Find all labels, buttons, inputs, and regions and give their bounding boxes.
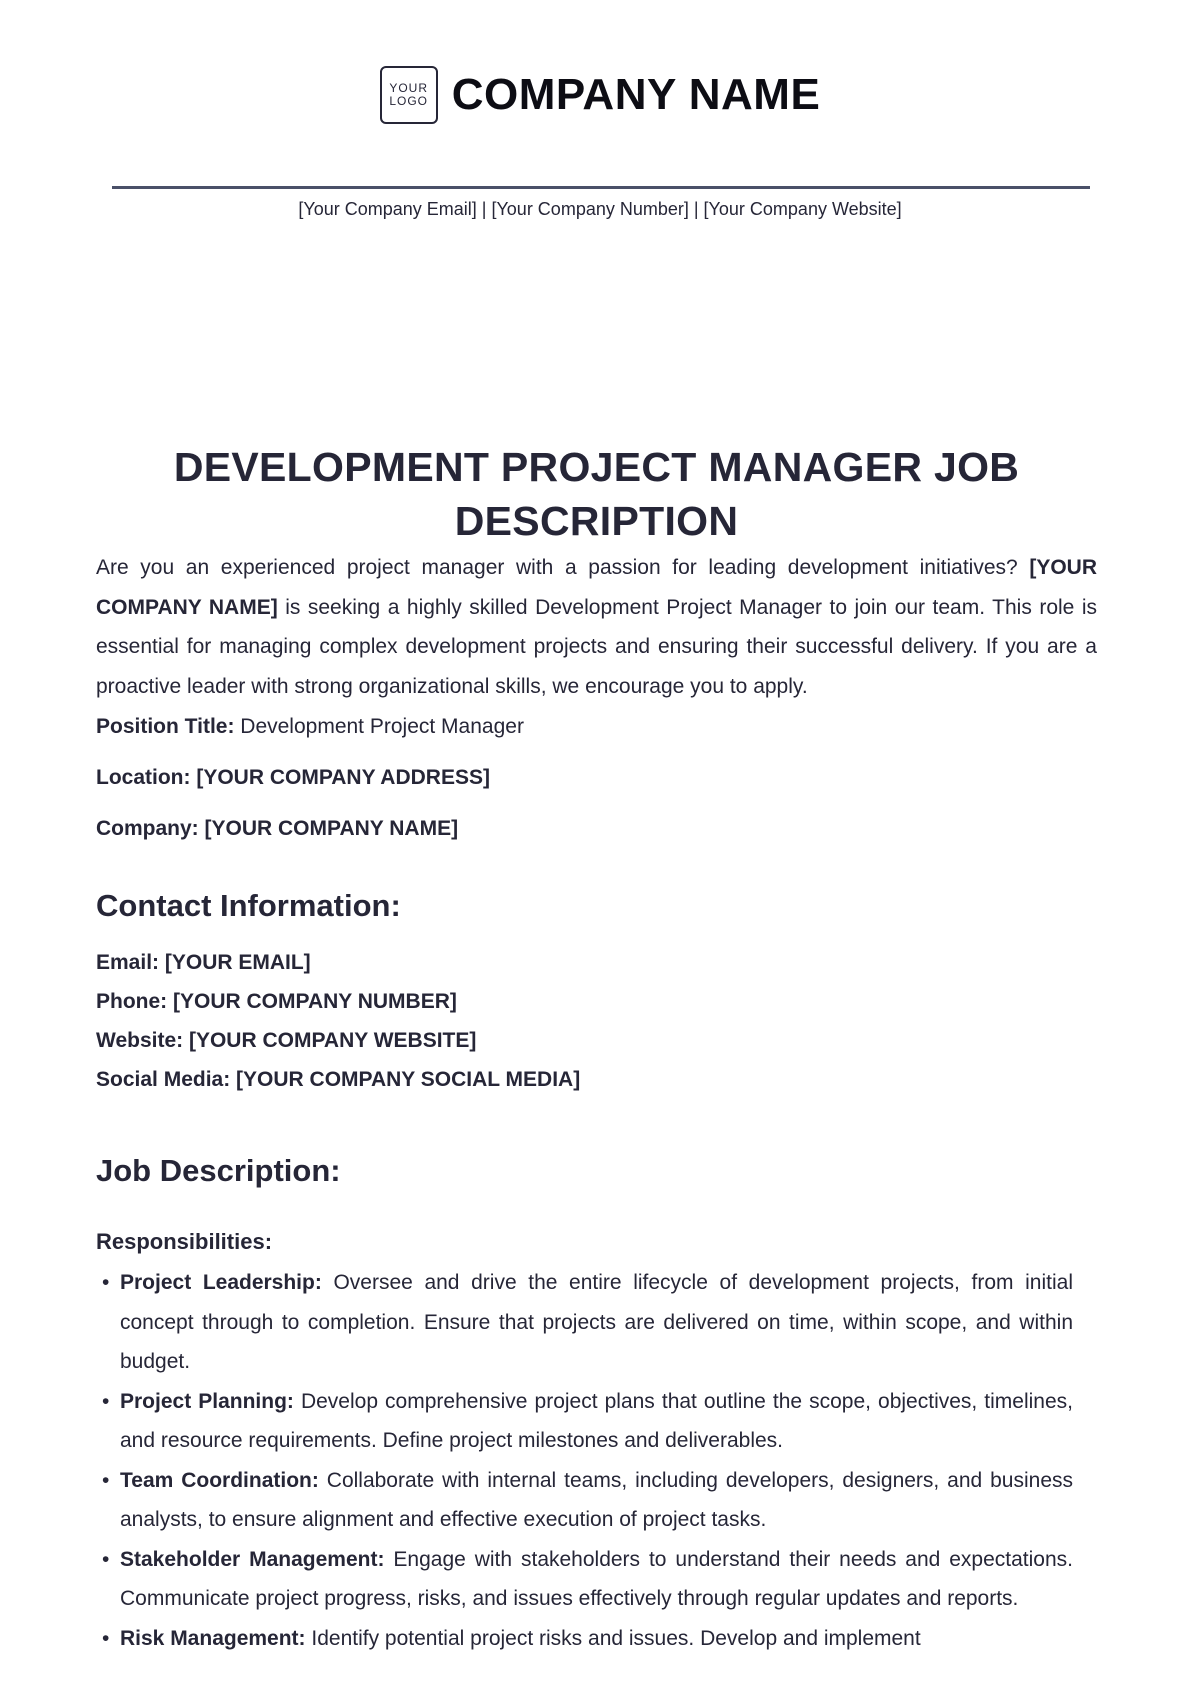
list-item — [96, 1461, 1073, 1540]
header-contact-line: [Your Company Email] | [Your Company Number] | [Your Company Website] — [298, 199, 902, 219]
list-item-label: Stakeholder Management: — [120, 1547, 385, 1571]
contact-phone: Phone: [YOUR COMPANY NUMBER] — [96, 990, 457, 1013]
contact-email: Email: [YOUR EMAIL] — [96, 951, 311, 974]
intro-company-placeholder: [YOUR COMPANY NAME] — [96, 556, 1097, 619]
list-item-text: Engage with stakeholders to understand their needs and expectations. Communicate project progress, risks, and issues effectively through regular updates and reports. — [120, 1547, 1073, 1610]
list-item — [96, 1540, 1073, 1619]
job-description-heading: Job Description: — [96, 1153, 341, 1188]
company-name: COMPANY NAME — [451, 70, 821, 119]
list-item-text: Develop comprehensive project plans that outline the scope, objectives, timelines, and resource requirements. Define project milestones and deliverables. — [120, 1389, 1073, 1452]
intro-text-part2: is seeking a highly skilled Development Project Manager to join our team. This role is essential for managing complex development projects and ensuring their successful delivery. If you are a proactive leader with strong organizational skills, we encourage you to apply. — [96, 595, 1097, 698]
responsibilities-heading: Responsibilities: — [96, 1229, 273, 1254]
header-divider — [112, 186, 1090, 189]
bullet-icon: • — [102, 1468, 110, 1492]
intro-text-part1: Are you an experienced project manager with a passion for leading development initiatives? — [96, 556, 1030, 579]
document-title: DEVELOPMENT PROJECT MANAGER JOB DESCRIPTION — [173, 444, 1020, 544]
contact-information-heading: Contact Information: — [96, 888, 401, 923]
document-body — [96, 440, 1097, 1658]
list-item-text: Oversee and drive the entire lifecycle of development projects, from initial concept through to completion. Ensure that projects are delivered on time, within scope, and within budget. — [120, 1271, 1073, 1373]
position-title-label: Position Title: — [96, 715, 235, 738]
list-item-label: Project Leadership: — [120, 1271, 322, 1294]
list-item-label: Team Coordination: — [120, 1468, 319, 1492]
contact-social-media: Social Media: [YOUR COMPANY SOCIAL MEDIA] — [96, 1068, 581, 1091]
list-item — [96, 1619, 1073, 1659]
bullet-icon: • — [102, 1271, 110, 1294]
bullet-icon: • — [102, 1626, 110, 1650]
list-item-text: Collaborate with internal teams, including developers, designers, and business analysts, to ensure alignment and effective execution of project tasks. — [120, 1468, 1073, 1531]
responsibilities-list — [96, 1263, 1073, 1658]
letterhead — [0, 66, 1200, 124]
logo-text-line1: YOUR — [389, 81, 429, 95]
intro-paragraph — [96, 548, 1097, 706]
bullet-icon: • — [102, 1547, 110, 1571]
company-field: Company: [YOUR COMPANY NAME] — [96, 817, 459, 840]
list-item-text: Identify potential project risks and issues. Develop and implement — [305, 1626, 921, 1650]
position-title-field — [96, 712, 1097, 742]
contact-website: Website: [YOUR COMPANY WEBSITE] — [96, 1029, 477, 1052]
logo-placeholder — [380, 66, 438, 124]
location-field: Location: [YOUR COMPANY ADDRESS] — [96, 766, 490, 789]
list-item-label: Risk Management: — [120, 1626, 306, 1650]
position-title-value: Development Project Manager — [234, 715, 524, 738]
list-item-label: Project Planning: — [120, 1389, 294, 1413]
contact-information-list — [96, 943, 1097, 1099]
list-item — [96, 1382, 1073, 1461]
list-item — [96, 1263, 1073, 1382]
bullet-icon: • — [102, 1389, 110, 1413]
logo-text-line2: LOGO — [389, 94, 429, 108]
